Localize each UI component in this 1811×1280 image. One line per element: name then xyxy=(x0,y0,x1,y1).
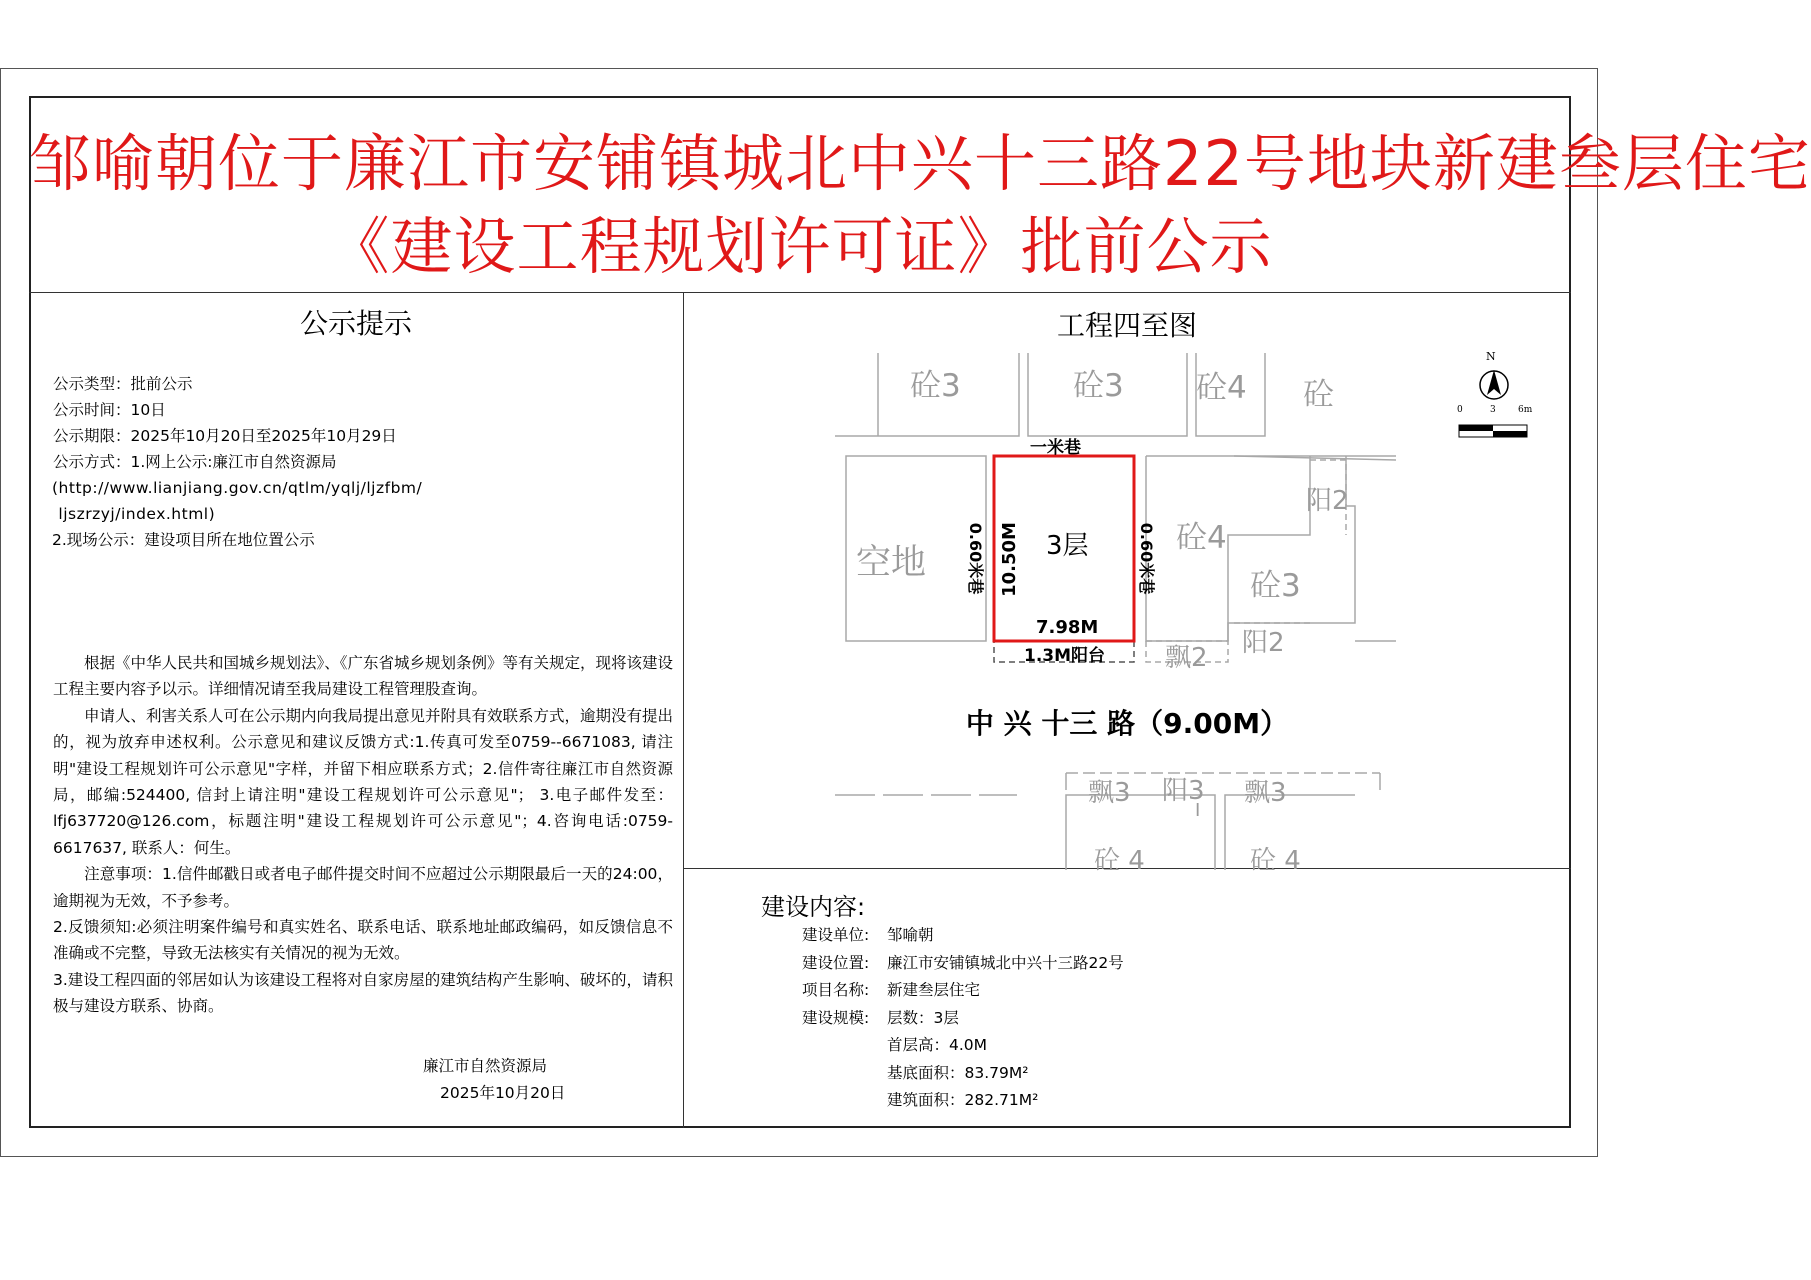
north-arrow xyxy=(1480,370,1508,399)
map-heading: 工程四至图 xyxy=(1056,309,1197,342)
row-value: 基底面积：83.79M² xyxy=(887,1063,1029,1082)
notice-info-list xyxy=(53,371,668,553)
issue-date: 2025年10月20日 xyxy=(440,1084,566,1102)
construction-row xyxy=(802,922,1124,950)
row-value: 首层高：4.0M xyxy=(887,1036,988,1054)
row-value: 新建叁层住宅 xyxy=(887,981,981,999)
north-label: N xyxy=(1486,350,1496,363)
neighbor-boundary xyxy=(1228,456,1310,641)
notice-type: 公示类型：批前公示 xyxy=(53,375,193,393)
notice-paragraph-requirements: 2.反馈须知:必须注明案件编号和真实姓名、联系电话、联系地址邮政编码，如反馈信息不准确或不完整，导致无法核实有关情况的视为无效。 xyxy=(53,918,673,963)
dimension-width: 7.98M xyxy=(1036,617,1099,638)
neighbor-label: 砼4 xyxy=(1196,370,1247,406)
construction-row xyxy=(802,1060,1124,1088)
neighbor-label: 砼 xyxy=(1303,377,1334,413)
notice-duration: 公示时间：10日 xyxy=(53,401,166,419)
neighbor-label: 阳3 xyxy=(1162,776,1205,806)
construction-row xyxy=(802,1005,1124,1033)
row-value: 廉江市安铺镇城北中兴十三路22号 xyxy=(887,953,1124,972)
document-title-line1: 邹喻朝位于廉江市安铺镇城北中兴十三路22号地块新建叁层住宅 xyxy=(29,127,1811,200)
notice-method: 公示方式：1.网上公示:廉江市自然资源局 xyxy=(53,453,337,471)
notice-url-line1: (http://www.lianjiang.gov.cn/qtlm/yqlj/ljzfbm/ xyxy=(52,479,423,497)
road-label: 中 兴 十三 路（9.00M） xyxy=(965,707,1289,740)
neighbor-label: 砼4 xyxy=(1176,520,1227,556)
notice-url-line2: ljszrzyj/index.html) xyxy=(53,505,216,523)
neighbor-label: 飘3 xyxy=(1244,778,1287,808)
row-value: 层数：3层 xyxy=(887,1008,959,1027)
construction-row xyxy=(802,950,1124,978)
neighbor-label: 阳2 xyxy=(1306,486,1349,516)
notice-paragraph-neighbors: 3.建设工程四面的邻居如认为该建设工程将对自家房屋的建筑结构产生影响、破坏的，请积极与建设方联系、协商。 xyxy=(53,970,673,1016)
vacant-land-label: 空地 xyxy=(856,543,927,583)
construction-row xyxy=(802,1087,1124,1115)
notice-paragraph-feedback: 申请人、利害关系人可在公示期内向我局提出意见并附具有效联系方式，逾期没有提出的，视为放弃申述权利。公示意见和建议反馈方式:1.传真可发至0759--6671083, 请注明"建设工程规划许可公示意见"字样，并留下相应联系方式；2.信件寄往廉江市自然资源局，邮编:524400, 信封上请注明"建设工程规划许可公示意见"； 3.电子邮件发至：lfj637720@126.com，标题注明"建设工程规划许可公示意见"；4.咨询电话:0759-6617637, 联系人：何生。 xyxy=(53,706,674,857)
row-label: 建设规模: xyxy=(802,1008,870,1027)
neighbor-label: 砼3 xyxy=(910,368,961,404)
construction-row xyxy=(802,977,1124,1005)
construction-details xyxy=(802,922,1124,1115)
notice-paragraphs xyxy=(53,650,673,1020)
notice-period: 公示期限：2025年10月20日至2025年10月29日 xyxy=(53,427,397,445)
row-label: 项目名称: xyxy=(802,981,870,999)
issuer-name: 廉江市自然资源局 xyxy=(423,1057,548,1075)
title-divider xyxy=(29,292,1571,293)
alley-left-label: 0.60米巷 xyxy=(966,522,986,595)
construction-heading: 建设内容: xyxy=(761,893,866,921)
alley-top-label: 一米巷 xyxy=(1030,438,1081,458)
neighbor-label: 阳2 xyxy=(1242,628,1285,658)
notice-paragraph-basis: 根据《中华人民共和国城乡规划法》、《广东省城乡规划条例》等有关规定，现将该建设工程主要内容予以示。详细情况请至我局建设工程管理股查询。 xyxy=(53,654,674,699)
scale-label-3: 3 xyxy=(1490,405,1496,415)
neighbor-label: 砼 4 xyxy=(1250,846,1301,876)
scale-bar xyxy=(1459,425,1527,437)
neighbor-label: 砼 4 xyxy=(1094,846,1145,876)
building-floors-label: 3层 xyxy=(1046,531,1089,561)
neighbor-label: 砼3 xyxy=(1250,568,1301,604)
construction-row xyxy=(802,1032,1124,1060)
scale-label-6: 6m xyxy=(1518,405,1533,415)
notice-heading: 公示提示 xyxy=(299,307,412,340)
neighbor-label: 砼3 xyxy=(1073,368,1124,404)
dimension-height: 10.50M xyxy=(998,522,1020,597)
document-title-line2: 《建设工程规划许可证》批前公示 xyxy=(327,210,1273,283)
notice-onsite: 2.现场公示：建设项目所在地位置公示 xyxy=(52,531,315,549)
neighbor-mark: I xyxy=(1195,800,1201,821)
row-value: 建筑面积：282.71M² xyxy=(887,1091,1039,1109)
row-label: 建设位置: xyxy=(802,953,870,972)
balcony-label: 1.3M阳台 xyxy=(1024,646,1106,666)
notice-paragraph-attention: 注意事项：1.信件邮戳日或者电子邮件提交时间不应超过公示期限最后一天的24:00，逾期视为无效，不予参考。 xyxy=(53,865,673,910)
neighbor-label: 飘2 xyxy=(1165,643,1208,673)
scale-label-0: 0 xyxy=(1457,405,1463,415)
neighbor-label: 飘3 xyxy=(1088,778,1131,808)
alley-right-label: 0.60米巷 xyxy=(1137,522,1157,595)
row-value: 邹喻朝 xyxy=(887,926,934,944)
row-label: 建设单位: xyxy=(802,926,870,944)
